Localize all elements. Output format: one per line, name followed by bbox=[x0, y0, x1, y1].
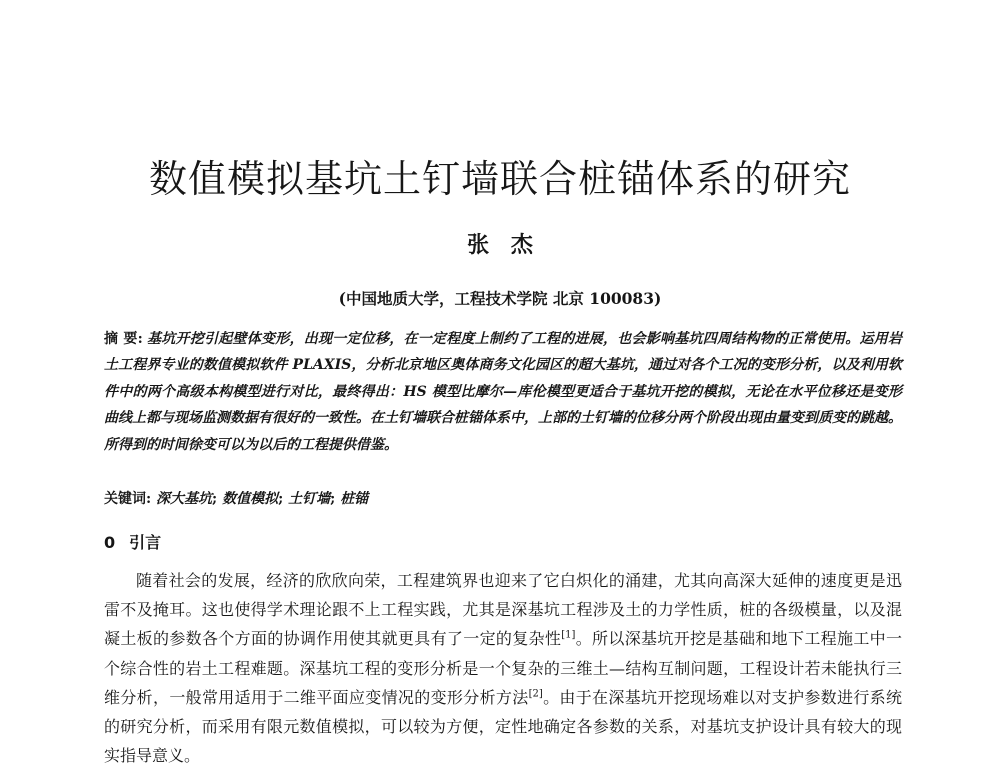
body-text-part: 。由于在深基坑开挖现场难以对支护参数进行系统的研究分析，而采用有限元数值模拟，可以较为方便，定性地确定各参数的关系，对基坑支护设计具有较大的现实指导意义。 bbox=[104, 687, 902, 766]
keyword-separator: ; bbox=[330, 491, 341, 507]
body-text-part: 随着社会的发展，经济的欣欣向荣，工程建筑界也迎来了它白炽化的涌建，尤其向高深大延伸的速度更是迅雷不及掩耳。这也使得学术理论跟不上工程实践，尤其是深基坑工程涉及土的力学性质，桩的各级模量，以及混凝土板的参数各个方面的协调作用使其就更具有了一定的复杂性 bbox=[104, 571, 902, 649]
abstract-text: 基坑开挖引起壁体变形，出现一定位移，在一定程度上制约了工程的进展，也会影响基坑四周结构物的正常使用。运用岩土工程界专业的数值模拟软件 PLAXIS，分析北京地区奥体商务文化园区的超大基坑，通过对各个工况的变形分析，以及利用软件中的两个高级本构模型进行对比，最终得出：HS 模型比摩尔—库伦模型更适合于基坑开挖的模拟，无论在水平位移还是变形曲线上都与现场监测数据有很好的一致性。在土钉墙联合桩锚体系中，上部的土钉墙的位移分两个阶段出现由量变到质变的跳越。所得到的时间徐变可以为以后的工程提供借鉴。 bbox=[104, 331, 902, 453]
citation-ref[interactable]: [1] bbox=[561, 630, 576, 642]
section-title: 引言 bbox=[129, 533, 162, 552]
author-name: 张 杰 bbox=[467, 232, 533, 258]
abstract bbox=[104, 326, 902, 458]
keyword: 桩锚 bbox=[340, 491, 369, 507]
author-affiliation: (中国地质大学，工程技术学院 北京 100083) bbox=[338, 289, 662, 308]
body-text-part: 。所以深基坑开挖是基础和地下工程施工中一个综合性的岩土工程难题。深基坑工程的变形分析是一个复杂的三维土—结构互制问题，工程设计若未能执行三维分析，一般常用适用于二维平面应变情况的变形分析方法 bbox=[104, 629, 902, 707]
section-heading bbox=[104, 530, 161, 553]
citation-ref[interactable]: [2] bbox=[528, 688, 543, 700]
keywords-label: 关键词: bbox=[104, 491, 152, 507]
abstract-label: 摘 要: bbox=[104, 331, 143, 347]
paper-title: 数值模拟基坑土钉墙联合桩锚体系的研究 bbox=[148, 157, 851, 201]
keyword: 土钉墙 bbox=[288, 491, 331, 507]
body-paragraph bbox=[104, 566, 902, 770]
keyword-separator: ; bbox=[278, 491, 289, 507]
keyword: 深大基坑 bbox=[156, 491, 213, 507]
keyword-separator: ; bbox=[212, 491, 223, 507]
section-number: 0 bbox=[104, 533, 116, 552]
keyword: 数值模拟 bbox=[222, 491, 279, 507]
keywords bbox=[104, 488, 902, 510]
